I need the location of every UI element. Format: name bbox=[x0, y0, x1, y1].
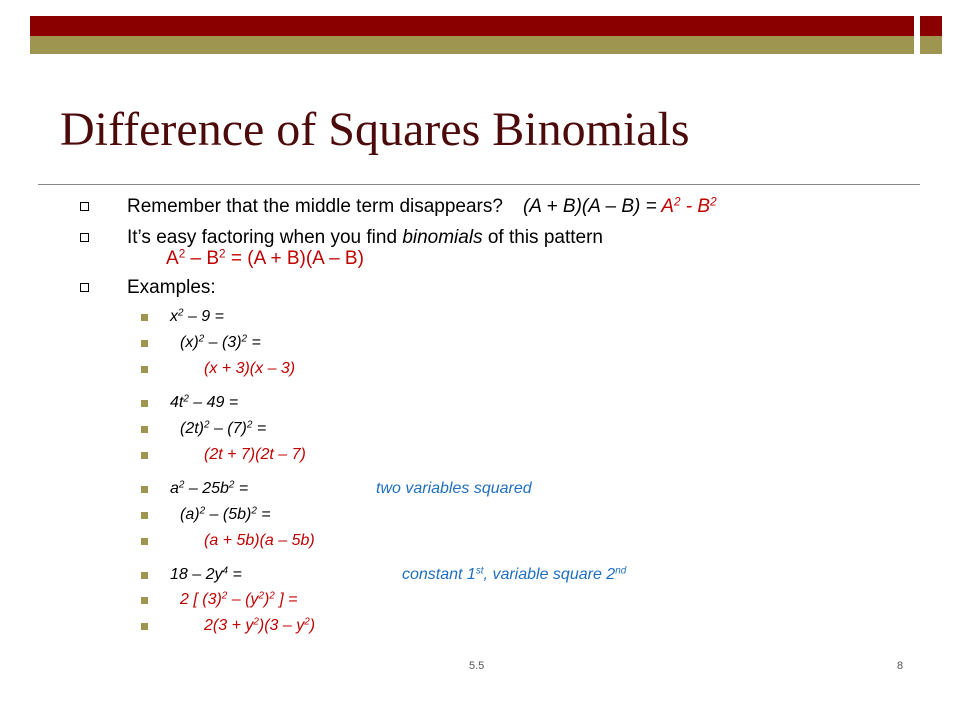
decor-square-olive bbox=[920, 36, 942, 54]
square-bullet-icon bbox=[141, 572, 148, 579]
square-bullet-icon bbox=[141, 623, 148, 630]
example-2-line-1: $4t^2 - 49$ = bbox=[170, 393, 239, 411]
square-bullet-icon bbox=[141, 452, 148, 459]
example-1-line-3: (x + 3)(x – 3) bbox=[204, 360, 296, 377]
square-bullet-icon bbox=[141, 400, 148, 407]
square-bullet-icon bbox=[141, 366, 148, 373]
square-bullet-icon bbox=[141, 512, 148, 519]
example-3-line-1: $a^2 - 25b^2$ = bbox=[170, 479, 249, 497]
bullet-box-icon bbox=[80, 283, 89, 292]
decor-bar-olive bbox=[30, 36, 914, 54]
bullet-easy-factoring: It’s easy factoring when you find binomials of this pattern bbox=[127, 227, 603, 248]
bullet-box-icon bbox=[80, 233, 89, 242]
bullet-box-icon bbox=[80, 202, 89, 211]
example-1-line-1: $x^2 - 9$ = bbox=[170, 307, 224, 325]
bullet-middle-term: Remember that the middle term disappears? $(A + B)(A - B) = A^2 - B^2$ bbox=[127, 195, 717, 217]
example-3-line-2: $(a)^2 - (5b)^2$ = bbox=[180, 505, 271, 523]
decor-bar-red bbox=[30, 16, 914, 36]
bullet-examples: Examples: bbox=[127, 277, 216, 298]
example-2-line-2: $(2t)^2 - (7)^2$ = bbox=[180, 419, 267, 437]
footer-section-label: 5.5 bbox=[469, 660, 485, 672]
slide-title: Difference of Squares Binomials bbox=[60, 103, 690, 156]
example-4-line-3: $2(3 + y^2)(3 - y^2)$ bbox=[204, 616, 316, 634]
title-bar-decoration bbox=[30, 16, 942, 54]
example-4-line-2: 2 [ $(3)^2 - (y^2)^2$ ] = bbox=[180, 590, 298, 608]
pattern-formula: $A^2 - B^2 = (A + B)(A - B)$ bbox=[166, 247, 364, 269]
square-bullet-icon bbox=[141, 426, 148, 433]
square-bullet-icon bbox=[141, 340, 148, 347]
decor-square-red bbox=[920, 16, 942, 36]
square-bullet-icon bbox=[141, 597, 148, 604]
identity-formula: $(A + B)(A - B) = A^2 - B^2$ bbox=[522, 195, 717, 217]
example-3-line-3: (a + 5b)(a – 5b) bbox=[204, 532, 315, 549]
example-1-line-2: $(x)^2 - (3)^2$ = bbox=[180, 333, 261, 351]
square-bullet-icon bbox=[141, 314, 148, 321]
page-number: 8 bbox=[897, 660, 904, 672]
example-2-line-3: (2t + 7)(2t – 7) bbox=[204, 446, 306, 463]
square-bullet-icon bbox=[141, 538, 148, 545]
example-4-note: constant 1st, variable square 2nd bbox=[402, 565, 627, 583]
square-bullet-icon bbox=[141, 486, 148, 493]
title-divider bbox=[38, 184, 920, 185]
example-3-note: two variables squared bbox=[376, 480, 532, 497]
example-4-line-1: $18 - 2y^4$ = bbox=[170, 565, 242, 583]
